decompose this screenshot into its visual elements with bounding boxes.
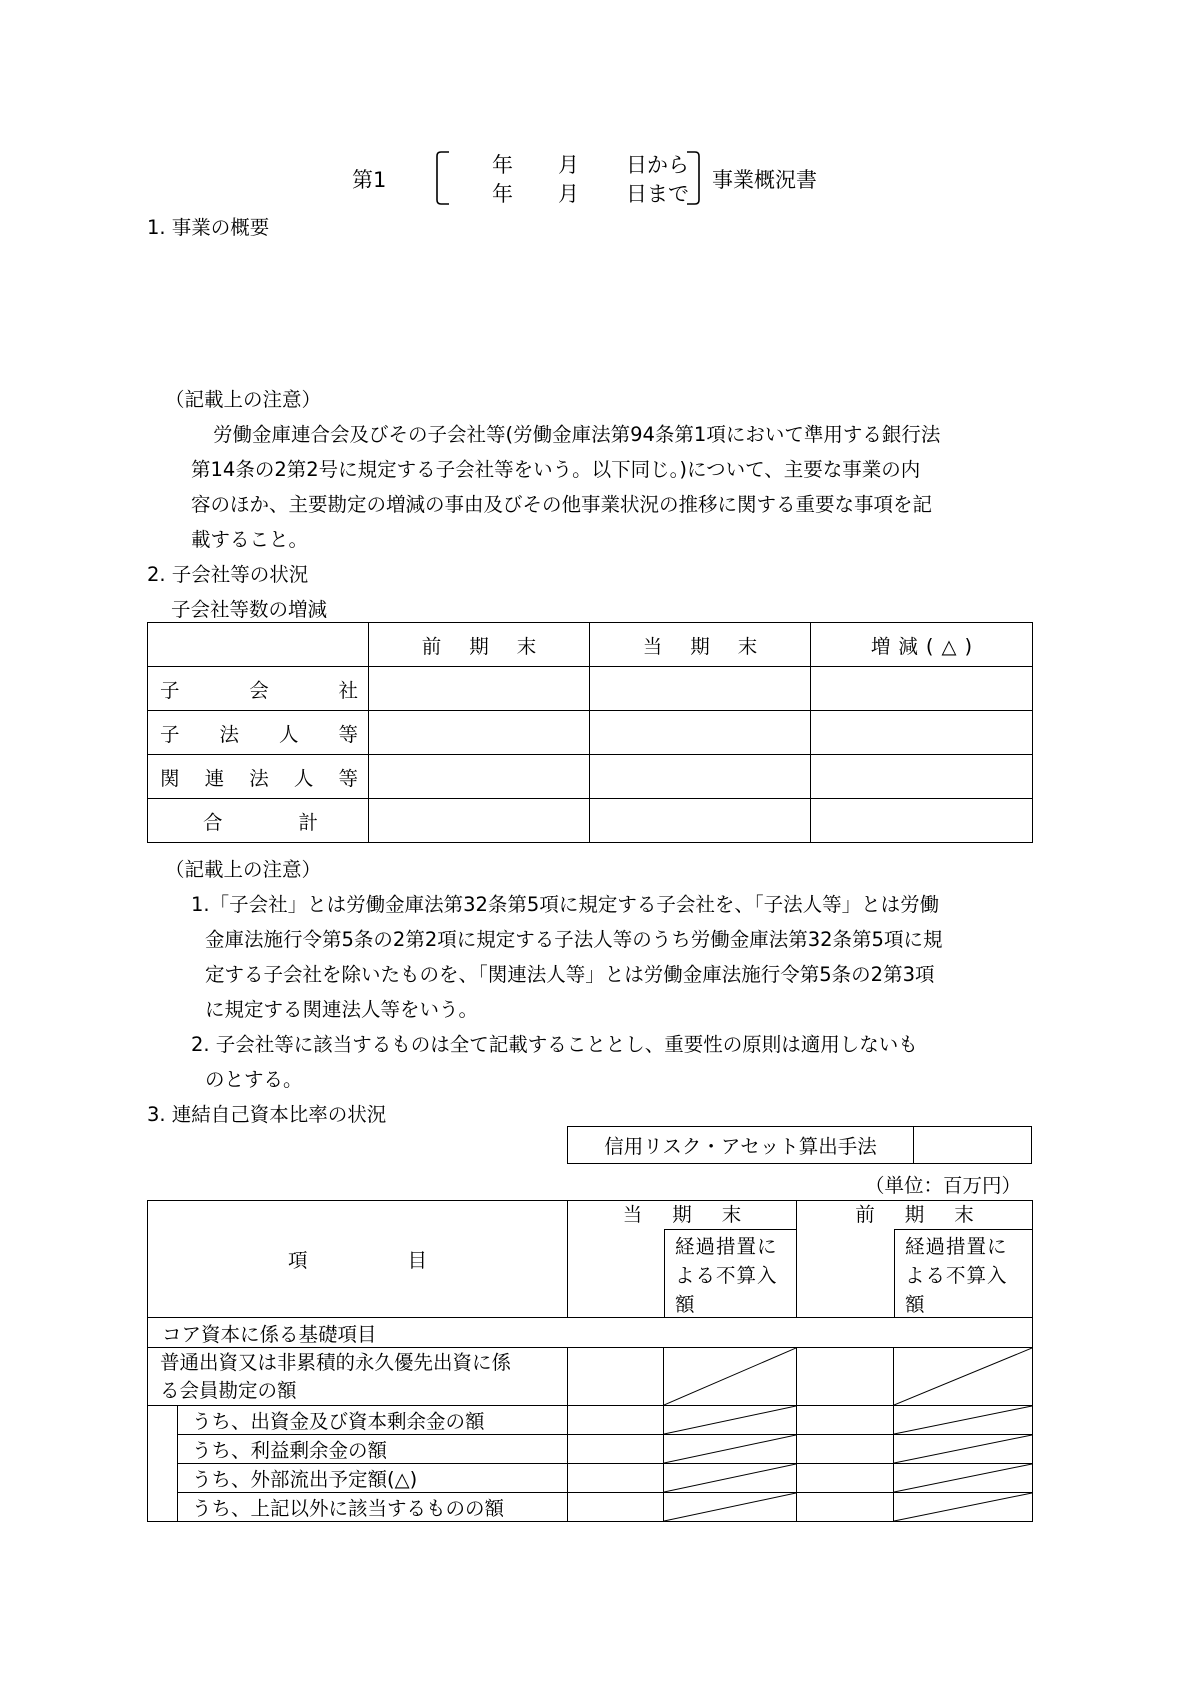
section2-note-line: 1.「子会社」とは労働金庫法第32条第5項に規定する子会社を、「子法人等」とは労働	[191, 893, 940, 916]
table-cell[interactable]	[590, 755, 811, 799]
diagonal-cell	[894, 1464, 1033, 1493]
section1-heading: 1. 事業の概要	[147, 216, 270, 239]
transitional-header: 経過措置に よる不算入 額	[664, 1229, 796, 1317]
row-label-subitem: うち、利益剰余金の額	[178, 1435, 568, 1464]
section2-note-line: 金庫法施行令第5条の2第2項に規定する子法人等のうち労働金庫法第32条第5項に規	[205, 928, 943, 951]
diagonal-cell	[894, 1493, 1033, 1522]
title-year-to: 年	[492, 182, 513, 206]
diagonal-cell	[664, 1464, 797, 1493]
section2-note-line: のとする。	[205, 1068, 303, 1091]
table-cell[interactable]	[568, 1464, 664, 1493]
row-label-member-equity: 普通出資又は非累積的永久優先出資に係 る会員勘定の額	[148, 1348, 568, 1406]
title-year-from: 年	[492, 153, 513, 177]
category-label: コア資本に係る基礎項目	[148, 1318, 1033, 1348]
table-cell[interactable]	[369, 755, 590, 799]
table-cell[interactable]	[568, 1348, 664, 1406]
row-label-child-entity: 子 法 人 等	[148, 711, 369, 755]
row-label-subitem: うち、上記以外に該当するものの額	[178, 1493, 568, 1522]
diagonal-cell	[894, 1406, 1033, 1435]
table-row	[148, 1464, 1033, 1493]
table-cell[interactable]	[369, 711, 590, 755]
method-label: 信用リスク・アセット算出手法	[568, 1127, 914, 1163]
diagonal-cell	[664, 1435, 797, 1464]
title-day-from: 日から	[626, 153, 689, 177]
current-period-header: 当期末 経過措置に よる不算入 額	[568, 1201, 797, 1318]
indent-cell	[148, 1464, 178, 1493]
row-label-subitem: うち、出資金及び資本剰余金の額	[178, 1406, 568, 1435]
transitional-header: 経過措置に よる不算入 額	[894, 1229, 1032, 1317]
table-cell[interactable]	[568, 1406, 664, 1435]
indent-cell	[148, 1435, 178, 1464]
indent-cell	[148, 1406, 178, 1435]
category-row	[148, 1318, 1033, 1348]
header-change: 増減(△)	[811, 623, 1033, 667]
table-row	[148, 667, 1033, 711]
header-prior-period: 前期末	[369, 623, 590, 667]
table-cell[interactable]	[811, 667, 1033, 711]
table-cell[interactable]	[590, 711, 811, 755]
table-header-row	[148, 1201, 1033, 1318]
title-prefix: 第1	[352, 168, 387, 192]
method-box	[567, 1126, 1032, 1164]
section3-heading: 3. 連結自己資本比率の状況	[147, 1103, 387, 1126]
table-cell[interactable]	[797, 1493, 894, 1522]
section2-note-line: に規定する関連法人等をいう。	[205, 998, 479, 1021]
row-label-subsidiary: 子 会 社	[148, 667, 369, 711]
table-cell[interactable]	[811, 799, 1033, 843]
table-row	[148, 755, 1033, 799]
table-cell[interactable]	[590, 667, 811, 711]
table-cell[interactable]	[568, 1493, 664, 1522]
subsidiaries-table	[147, 622, 1033, 843]
table-header-row	[148, 623, 1033, 667]
section2-note-line: 2. 子会社等に該当するものは全て記載することとし、重要性の原則は適用しないも	[191, 1033, 918, 1056]
title-suffix: 事業概況書	[712, 168, 817, 192]
table-cell[interactable]	[797, 1464, 894, 1493]
row-label-total: 合 計	[148, 799, 369, 843]
table-cell[interactable]	[369, 667, 590, 711]
method-input[interactable]	[914, 1127, 1031, 1163]
table-cell[interactable]	[797, 1435, 894, 1464]
unit-label: （単位：百万円）	[864, 1174, 1021, 1197]
indent-cell	[148, 1493, 178, 1522]
table-row	[148, 799, 1033, 843]
table-row	[148, 1348, 1033, 1406]
title-month-to: 月	[558, 182, 579, 206]
table-cell[interactable]	[568, 1435, 664, 1464]
diagonal-cell	[664, 1348, 797, 1406]
section2-heading: 2. 子会社等の状況	[147, 563, 309, 586]
table-row	[148, 1435, 1033, 1464]
table-cell[interactable]	[590, 799, 811, 843]
right-bracket-icon	[685, 150, 701, 206]
table-cell[interactable]	[369, 799, 590, 843]
table-row	[148, 711, 1033, 755]
section2-note-heading: （記載上の注意）	[165, 858, 322, 881]
diagonal-cell	[664, 1406, 797, 1435]
item-header: 項目	[148, 1201, 568, 1318]
section1-note-line: 容のほか、主要勘定の増減の事由及びその他事業状況の推移に関する重要な事項を記	[191, 493, 933, 516]
section1-note-line: 載すること。	[191, 528, 309, 551]
table-cell[interactable]	[811, 755, 1033, 799]
section1-note-heading: （記載上の注意）	[165, 388, 322, 411]
section2-note-line: 定する子会社を除いたものを、「関連法人等」とは労働金庫法施行令第5条の2第3項	[205, 963, 935, 986]
table-row	[148, 1493, 1033, 1522]
diagonal-cell	[894, 1348, 1033, 1406]
table-row	[148, 1406, 1033, 1435]
row-label-subitem: うち、外部流出予定額(△)	[178, 1464, 568, 1493]
diagonal-cell	[894, 1435, 1033, 1464]
row-label-affiliate: 関 連 法 人 等	[148, 755, 369, 799]
left-bracket-icon	[435, 150, 451, 206]
table-cell	[148, 623, 369, 667]
title-day-to: 日まで	[626, 182, 689, 206]
header-current-period: 当期末	[590, 623, 811, 667]
section1-note-line: 労働金庫連合会及びその子会社等(労働金庫法第94条第1項において準用する銀行法	[213, 423, 941, 446]
section1-note-line: 第14条の2第2号に規定する子会社等をいう。以下同じ。)について、主要な事業の内	[191, 458, 921, 481]
table-cell[interactable]	[797, 1406, 894, 1435]
prior-period-header: 前期末 経過措置に よる不算入 額	[797, 1201, 1033, 1318]
table-cell[interactable]	[811, 711, 1033, 755]
title-month-from: 月	[558, 153, 579, 177]
diagonal-cell	[664, 1493, 797, 1522]
section2-subheading: 子会社等数の増減	[171, 598, 328, 621]
table-cell[interactable]	[797, 1348, 894, 1406]
capital-ratio-table	[147, 1200, 1033, 1522]
